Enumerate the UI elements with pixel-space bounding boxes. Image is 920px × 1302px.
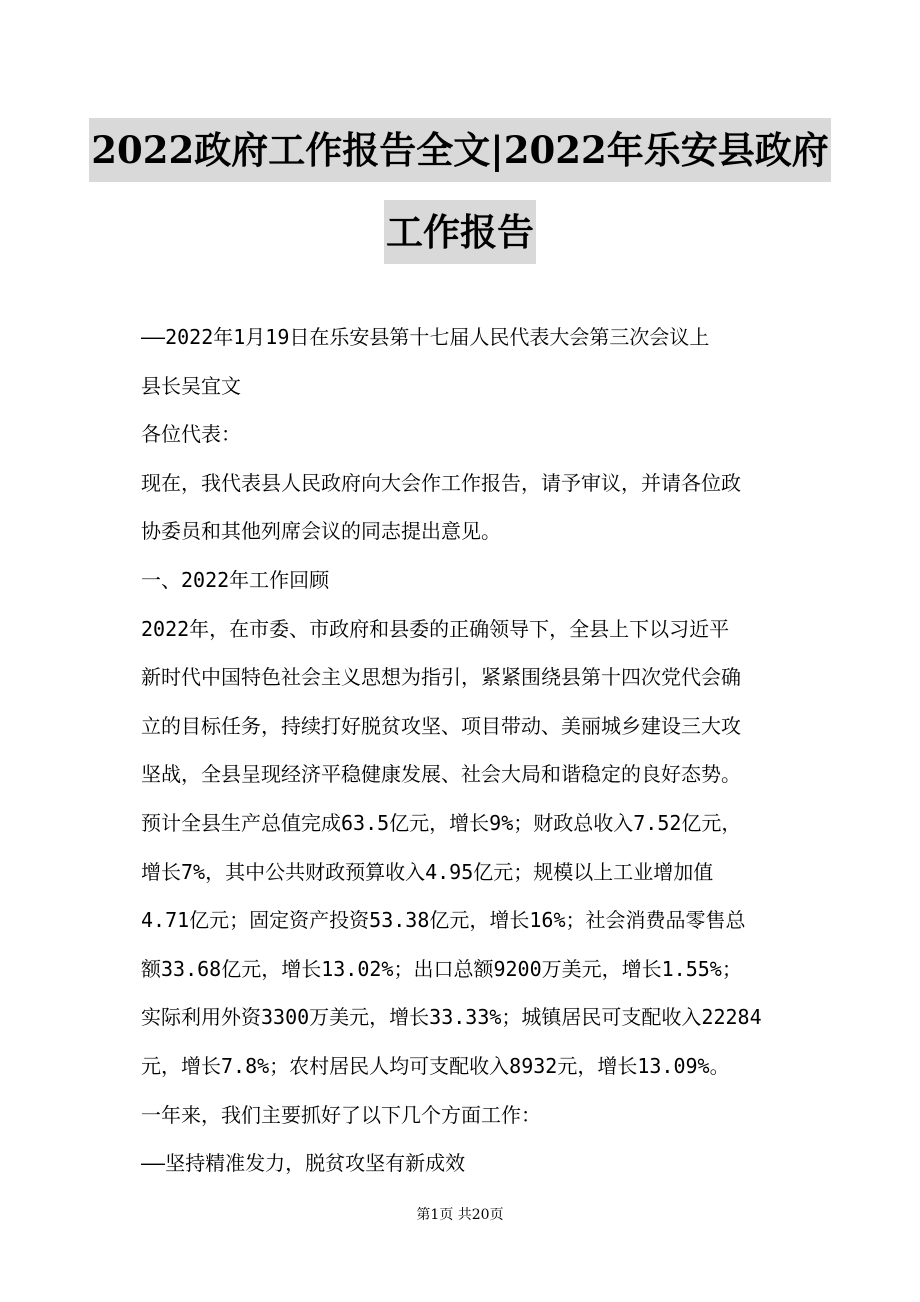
text-line: 各位代表： [141,422,241,447]
page-footer [0,1205,920,1225]
document-body [141,313,791,1188]
text-line: 4.71亿元；固定资产投资53.38亿元，增长16%；社会消费品零售总 [141,908,746,933]
text-line: 一年来，我们主要抓好了以下几个方面工作： [141,1102,541,1127]
text-line: ——2022年1月19日在乐安县第十七届人民代表大会第三次会议上 [141,325,710,349]
text-line: 增长7%，其中公共财政预算收入4.95亿元；规模以上工业增加值 [141,859,714,884]
page-number: 第1页 共20页 [416,1207,504,1223]
text-line: 坚战，全县呈现经济平稳健康发展、社会大局和谐稳定的良好态势。 [141,762,741,787]
text-line: 立的目标任务，持续打好脱贫攻坚、项目带动、美丽城乡建设三大攻 [141,713,741,738]
text-line: 协委员和其他列席会议的同志提出意见。 [141,519,501,544]
text-line: 预计全县生产总值完成63.5亿元，增长9%；财政总收入7.52亿元， [141,810,742,835]
document-title [0,118,920,264]
text-line: 额33.68亿元，增长13.02%；出口总额9200万美元，增长1.55%； [141,956,742,981]
section-heading: 一、2022年工作回顾 [141,567,330,592]
text-line: 元，增长7.8%；农村居民人均可支配收入8932元，增长13.09%。 [141,1053,730,1078]
text-line: 县长吴宜文 [141,373,241,398]
title-line-1: 2022政府工作报告全文|2022年乐安县政府 [89,118,830,182]
text-line: 实际利用外资3300万美元，增长33.33%；城镇居民可支配收入22284 [141,1005,762,1030]
title-line-2: 工作报告 [384,200,536,264]
text-line: ——坚持精准发力，脱贫攻坚有新成效 [141,1151,466,1176]
text-line: 新时代中国特色社会主义思想为指引，紧紧围绕县第十四次党代会确 [141,665,741,690]
text-line: 现在，我代表县人民政府向大会作工作报告，请予审议，并请各位政 [141,470,741,495]
text-line: 2022年，在市委、市政府和县委的正确领导下，全县上下以习近平 [141,616,730,641]
